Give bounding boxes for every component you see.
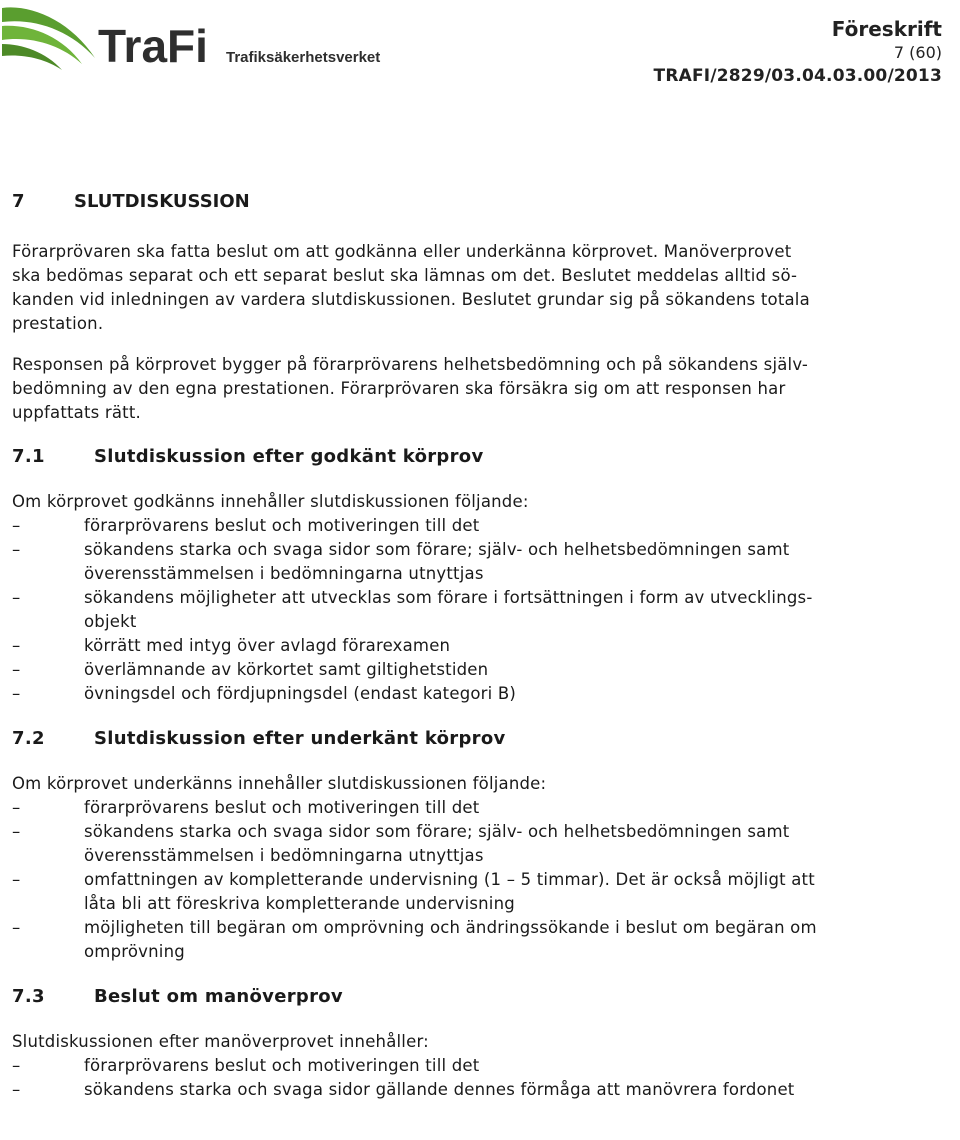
list-item: – förarprövarens beslut och motiveringen till det — [12, 798, 480, 817]
paragraph-response: Responsen på körprovet bygger på förarprövarens helhetsbedömning och på sökandens själv- bedömning av den egna prestationen. Förarprövaren ska försäkra sig om att responsen har uppfattats rätt. — [12, 355, 809, 422]
list-item: – överlämnande av körkortet samt giltighetstiden — [12, 660, 489, 679]
list-item: – övningsdel och fördjupningsdel (endast kategori B) — [12, 684, 517, 703]
document-header — [654, 16, 942, 88]
list-7-1 — [12, 514, 952, 706]
paragraph-decision: Förarprövaren ska fatta beslut om att godkänna eller underkänna körprovet. Manöverprovet ska bedömas separat och ett separat beslut ska lämnas om det. Beslutet meddelas alltid sö- kanden vid inledningen av vardera slutdiskussionen. Beslutet grundar sig på sökandens totala prestation. — [12, 242, 810, 333]
logo-agency-text: Trafiksäkerhetsverket — [226, 49, 381, 66]
list-item: – sökandens möjligheter att utvecklas som förare i fortsättningen i form av utvecklings- objekt — [12, 588, 813, 631]
logo-brand-text: TraFi — [98, 20, 208, 72]
list-item: – förarprövarens beslut och motiveringen till det — [12, 1056, 480, 1075]
list-item: – sökandens starka och svaga sidor gällande dennes förmåga att manövrera fordonet — [12, 1080, 795, 1099]
section-heading-7-2: 7.2 Slutdiskussion efter underkänt körprov — [12, 728, 506, 749]
list-item: – förarprövarens beslut och motiveringen till det — [12, 516, 480, 535]
document-body — [12, 190, 952, 1102]
list-item: – sökandens starka och svaga sidor som förare; själv- och helhetsbedömningen samt överensstämmelsen i bedömningarna utnyttjas — [12, 822, 790, 865]
list-item: – möjligheten till begäran om omprövning och ändringssökande i beslut om begäran om omprövning — [12, 918, 817, 961]
list-7-2 — [12, 796, 952, 964]
document-type: Föreskrift — [831, 17, 942, 41]
section-intro-7-1: Om körprovet godkänns innehåller slutdiskussionen följande: — [12, 492, 529, 511]
document-reference: TRAFI/2829/03.04.03.00/2013 — [653, 66, 942, 86]
list-item: – sökandens starka och svaga sidor som förare; själv- och helhetsbedömningen samt överensstämmelsen i bedömningarna utnyttjas — [12, 540, 790, 583]
list-7-3 — [12, 1054, 952, 1102]
section-heading-7: 7 SLUTDISKUSSION — [12, 191, 250, 212]
list-item: – omfattningen av kompletterande undervisning (1 – 5 timmar). Det är också möjligt att låta bli att föreskriva kompletterande undervisning — [12, 870, 815, 913]
list-item: – körrätt med intyg över avlagd förarexamen — [12, 636, 451, 655]
section-intro-7-2: Om körprovet underkänns innehåller slutdiskussionen följande: — [12, 774, 547, 793]
section-heading-7-3: 7.3 Beslut om manöverprov — [12, 986, 343, 1007]
page-number: 7 (60) — [893, 43, 942, 62]
section-intro-7-3: Slutdiskussionen efter manöverprovet innehåller: — [12, 1032, 429, 1051]
section-heading-7-1: 7.1 Slutdiskussion efter godkänt körprov — [12, 446, 484, 467]
trafi-logo — [0, 0, 390, 80]
